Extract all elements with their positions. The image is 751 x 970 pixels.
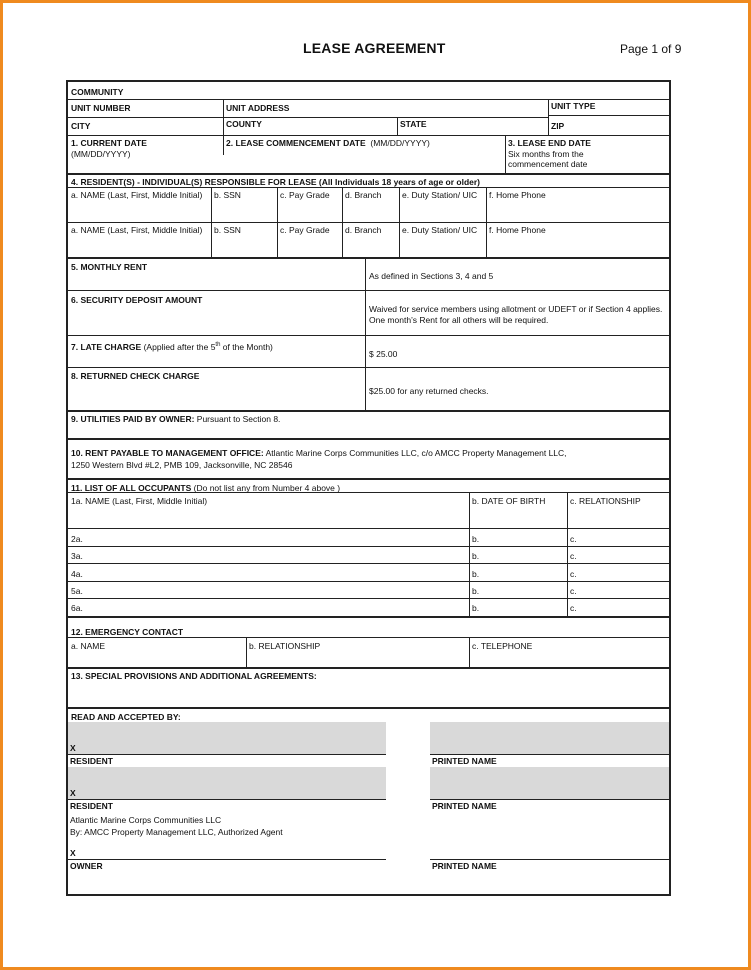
occupant-row-b: b. [472,551,480,561]
resident-duty-label: e. Duty Station/ UIC [402,225,478,235]
page-title: LEASE AGREEMENT [303,40,446,56]
owner-printed-name-line[interactable] [430,859,669,860]
resident-signature-field[interactable] [68,767,386,799]
lease-form [66,80,671,896]
occupant-rel-label: c. RELATIONSHIP [570,496,641,506]
printed-name-label: PRINTED NAME [432,756,497,766]
returned-check-label: 8. RETURNED CHECK CHARGE [71,371,200,381]
resident-phone-label: f. Home Phone [489,190,546,200]
resident-name-label: a. NAME (Last, First, Middle Initial) [71,225,203,235]
unit-number-label: UNIT NUMBER [71,103,131,113]
occupant-row-a: 2a. [71,534,83,544]
monthly-rent-value: As defined in Sections 3, 4 and 5 [369,271,494,281]
occupant-row-a: 4a. [71,569,83,579]
page-number: Page 1 of 9 [620,42,682,56]
occupants-heading: 11. LIST OF ALL OCCUPANTS (Do not list any from Number 4 above ) [71,483,341,493]
occupant-row-c: c. [570,586,577,596]
current-date-format: (MM/DD/YYYY) [71,149,131,159]
printed-name-field[interactable] [430,722,669,754]
zip-label: ZIP [551,121,565,131]
end-date-note: Six months from the commencement date [508,149,588,169]
occupant-row-b: b. [472,586,480,596]
read-accepted-heading: READ AND ACCEPTED BY: [71,712,181,722]
signature-x: X [70,788,76,798]
printed-name-label: PRINTED NAME [432,861,497,871]
security-deposit-label: 6. SECURITY DEPOSIT AMOUNT [71,295,203,305]
resident-pay-label: c. Pay Grade [280,225,330,235]
emergency-tel-label: c. TELEPHONE [472,641,533,651]
emergency-rel-label: b. RELATIONSHIP [249,641,321,651]
owner-label: OWNER [70,861,103,871]
city-label: CITY [71,121,91,131]
occupant-row-b: b. [472,534,480,544]
unit-type-label: UNIT TYPE [551,101,596,111]
county-label: COUNTY [226,119,262,129]
resident-label: RESIDENT [70,756,113,766]
emergency-name-label: a. NAME [71,641,106,651]
printed-name-field[interactable] [430,767,669,799]
utilities-line: 9. UTILITIES PAID BY OWNER: Pursuant to Section 8. [71,414,281,424]
resident-pay-label: c. Pay Grade [280,190,330,200]
occupant-row-a: 5a. [71,586,83,596]
resident-duty-label: e. Duty Station/ UIC [402,190,478,200]
resident-ssn-label: b. SSN [214,190,241,200]
resident-branch-label: d. Branch [345,190,382,200]
commencement-date-label: 2. LEASE COMMENCEMENT DATE (MM/DD/YYYY) [226,138,430,148]
resident-name-label: a. NAME (Last, First, Middle Initial) [71,190,203,200]
rent-payable-line1: 10. RENT PAYABLE TO MANAGEMENT OFFICE: Atlantic Marine Corps Communities LLC, c/o AMCC Property Management LLC, [71,448,567,458]
emergency-heading: 12. EMERGENCY CONTACT [71,627,184,637]
occupant-row-c: c. [570,569,577,579]
security-deposit-value: Waived for service members using allotment or UDEFT or if Section 4 applies. One month’s Rent for all others will be required. [369,304,663,325]
end-date-label: 3. LEASE END DATE [508,138,591,148]
occupant-row-a: 3a. [71,551,83,561]
occupant-dob-label: b. DATE OF BIRTH [472,496,546,506]
resident-phone-label: f. Home Phone [489,225,546,235]
printed-name-label: PRINTED NAME [432,801,497,811]
returned-check-value: $25.00 for any returned checks. [369,386,489,396]
occupant-name-label: 1a. NAME (Last, First, Middle Initial) [71,496,208,506]
occupant-row-c: c. [570,534,577,544]
occupant-row-c: c. [570,551,577,561]
owner-signature-line[interactable] [68,859,386,860]
rent-payable-line2: 1250 Western Blvd #L2, PMB 109, Jacksonville, NC 28546 [71,460,293,470]
monthly-rent-label: 5. MONTHLY RENT [71,262,148,272]
community-label: COMMUNITY [71,87,124,97]
resident-branch-label: d. Branch [345,225,382,235]
unit-address-label: UNIT ADDRESS [226,103,290,113]
signature-x: X [70,848,76,858]
occupant-row-b: b. [472,603,480,613]
occupant-row-b: b. [472,569,480,579]
special-provisions-heading: 13. SPECIAL PROVISIONS AND ADDITIONAL AGREEMENTS: [71,671,317,681]
late-charge-label: 7. LATE CHARGE (Applied after the 5th of the Month) [71,341,273,352]
current-date-label: 1. CURRENT DATE [71,138,147,148]
state-label: STATE [400,119,427,129]
resident-label: RESIDENT [70,801,113,811]
late-charge-value: $ 25.00 [369,349,398,359]
occupant-row-c: c. [570,603,577,613]
resident-signature-field[interactable] [68,722,386,754]
residents-heading: 4. RESIDENT(S) - INDIVIDUAL(S) RESPONSIBLE FOR LEASE (All Individuals 18 years of age or older) [71,177,481,187]
owner-entity-line1: Atlantic Marine Corps Communities LLC [70,815,222,825]
owner-entity-line2: By: AMCC Property Management LLC, Authorized Agent [70,827,283,837]
occupant-row-a: 6a. [71,603,83,613]
signature-x: X [70,743,76,753]
resident-ssn-label: b. SSN [214,225,241,235]
